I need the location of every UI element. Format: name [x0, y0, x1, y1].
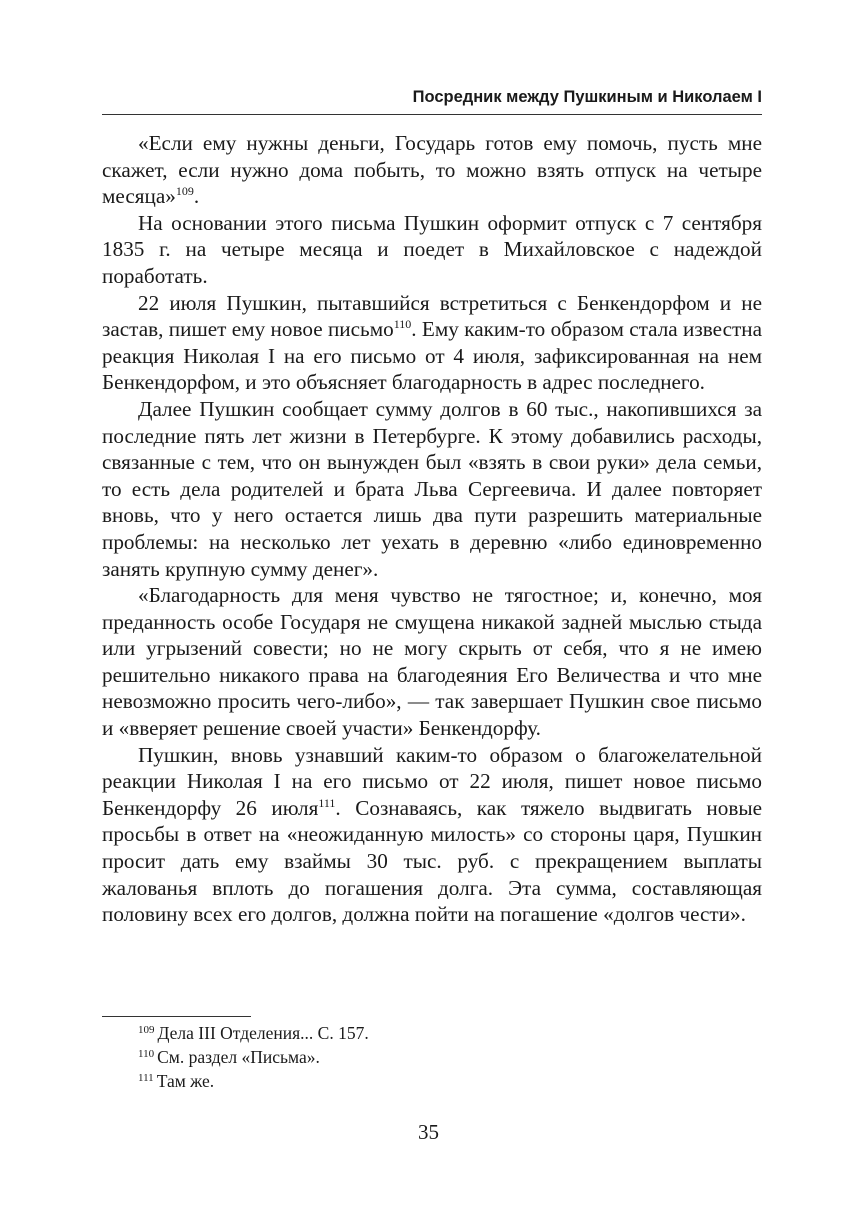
text-segment: 22 июля Пушкин, пытавшийся встретиться с Бенкендорфом и не застав, пишет ему новое письмо: [102, 290, 762, 342]
footnotes: [138, 1021, 369, 1093]
header-rule: [102, 114, 762, 115]
footnote-text: Там же.: [156, 1071, 215, 1091]
page-number: 35: [418, 1120, 439, 1144]
footnote: [138, 1045, 369, 1069]
footnote-ref: 109: [175, 184, 194, 199]
text-segment: «Благодарность для меня чувство не тягостное; и, конечно, моя преданность особе Государя не смущена никакой задней мыслью стыда или угрызений совести; но не могу скрыть от себя, что я не имею решительно никакого права на благодеяния Его Величества и что мне невозможно просить чего-либо», — так завершает Пушкин свое письмо и «вверяет решение своей участи» Бенкендорфу.: [102, 583, 762, 741]
text-segment: Пушкин, вновь узнавший каким-то образом о благожелательной реакции Николая I на его письмо от 22 июля, пишет новое письмо Бенкендорфу 26 июля: [102, 742, 762, 820]
paragraph: [102, 742, 762, 928]
paragraph: [102, 210, 762, 290]
footnote-ref: 111: [318, 795, 336, 810]
footnote-ref: 110: [393, 317, 412, 332]
paragraph: [102, 396, 762, 582]
paragraph: [102, 290, 762, 396]
paragraph: [102, 130, 762, 210]
text-segment: «Если ему нужны деньги, Государь готов ему помочь, пусть мне скажет, если нужно дома побыть, то можно взять отпуск на четыре месяца»: [102, 131, 762, 209]
footnote-number: 111: [138, 1072, 154, 1084]
text-segment: На основании этого письма Пушкин оформит отпуск с 7 сентября 1835 г. на четыре месяца и поедет в Михайловское с надеждой поработать.: [102, 210, 762, 288]
footnote: [138, 1069, 369, 1093]
paragraph: [102, 582, 762, 742]
text-segment: Далее Пушкин сообщает сумму долгов в 60 тыс., накопившихся за последние пять лет жизни в Петербурге. К этому добавились расходы, связанные с тем, что он вынужден был «взять в свои руки» дела семьи, то есть дела родителей и брата Льва Сергеевича. И далее повторяет вновь, что у него остается лишь два пути разрешить материальные проблемы: на несколько лет уехать в деревню «либо единовременно занять крупную сумму денег».: [102, 396, 762, 581]
footnote-rule: [102, 1016, 251, 1017]
footnote-text: Дела III Отделения... С. 157.: [157, 1023, 369, 1043]
body-text: [102, 130, 762, 928]
running-head: Посредник между Пушкиным и Николаем I: [412, 88, 762, 106]
footnote-text: См. раздел «Письма».: [157, 1047, 320, 1067]
footnote: [138, 1021, 369, 1045]
footnote-number: 109: [138, 1024, 155, 1036]
text-segment: . Ему каким-то образом стала известна реакция Николая I на его письмо от 4 июля, зафиксированная на нем Бенкендорфом, и это объясняет благодарность в адрес последнего.: [102, 317, 762, 395]
footnote-number: 110: [138, 1048, 155, 1060]
text-segment: . Сознаваясь, как тяжело выдвигать новые просьбы в ответ на «неожиданную милость» со стороны царя, Пушкин просит дать ему взаймы 30 тыс. руб. с прекращением выплаты жалованья вплоть до погашения долга. Эта сумма, составляющая половину всех его долгов, должна пойти на погашение «долгов чести».: [102, 795, 762, 927]
text-segment: .: [193, 184, 200, 209]
